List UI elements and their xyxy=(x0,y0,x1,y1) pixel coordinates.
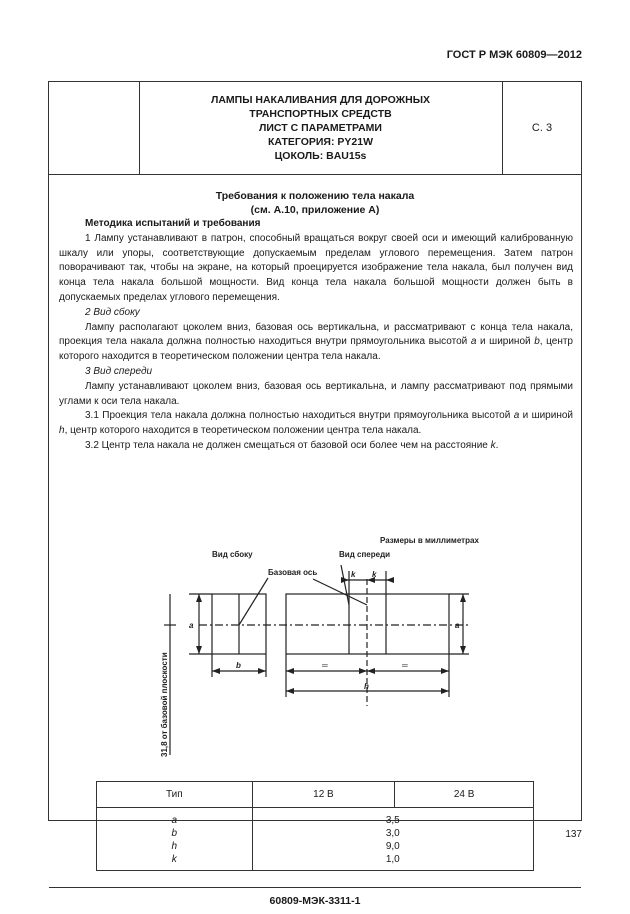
filament-position-diagram xyxy=(49,175,581,775)
symbol-h: h xyxy=(171,841,178,852)
title-line-1: ЛАМПЫ НАКАЛИВАНИЯ ДЛЯ ДОРОЖНЫХ xyxy=(210,94,431,106)
dims-note-label: Размеры в миллиметрах xyxy=(380,536,479,545)
page-ref-cell: С. 3 xyxy=(531,122,553,134)
dim-b-label: b xyxy=(236,661,241,670)
values-cell xyxy=(252,808,533,871)
front-view-heading: 3 Вид спереди xyxy=(85,365,153,377)
arrow-b-left xyxy=(212,668,220,674)
p31-part-a: 3.1 Проекция тела накала должна полностью находиться внутри прямоугольника высотой xyxy=(85,410,514,422)
arrow-a-left-bottom xyxy=(196,646,202,654)
col-type-header: Тип xyxy=(97,782,253,808)
base-axis-label: Базовая ось xyxy=(268,568,318,577)
p31-var-a: a xyxy=(513,410,520,422)
arrow-half-h-mid-right xyxy=(367,668,375,674)
p2-var-a: a xyxy=(470,336,477,348)
title-line-4: КАТЕГОРИЯ: PY21W xyxy=(268,136,373,148)
arrow-a-right-top xyxy=(460,594,466,602)
arrow-h-left xyxy=(286,688,294,694)
value-h: 9,0 xyxy=(385,841,400,852)
value-b: 3,0 xyxy=(385,828,400,839)
title-line-2: ТРАНСПОРТНЫХ СРЕДСТВ xyxy=(249,108,392,120)
value-k: 1,0 xyxy=(385,854,400,865)
title-line-5: ЦОКОЛЬ: BAU15s xyxy=(274,150,367,162)
title-line-3: ЛИСТ С ПАРАМЕТРАМИ xyxy=(259,122,382,134)
paragraph-3: Лампу устанавливают цоколем вниз, базовая ось вертикальна, и лампу рассматривают под прямыми углами к оси тела накала. xyxy=(59,380,573,407)
title-block xyxy=(49,82,581,175)
title-block-center-cell xyxy=(139,82,503,174)
p32-part-b: . xyxy=(495,439,499,451)
arrow-a-right-bottom xyxy=(460,646,466,654)
col-12v-header: 12 В xyxy=(252,782,395,808)
dim-h-label: h xyxy=(364,682,369,691)
method-title: Методика испытаний и требования xyxy=(85,218,261,229)
dim-a-left-label: a xyxy=(189,621,194,630)
dim-a-right-label: a xyxy=(455,621,460,630)
p32-part-a: 3.2 Центр тела накала не должен смещаться от базовой оси более чем на расстояние xyxy=(85,439,491,451)
requirements-title-line-1: Требования к положению тела накала xyxy=(215,190,415,202)
dim-k-left-label: k xyxy=(351,570,356,579)
parameters-table-body xyxy=(97,808,534,871)
p2-part-c: , центр которого находится в теоретическом положении центра тела накала. xyxy=(59,336,573,363)
p31-part-b: и шириной xyxy=(519,410,573,422)
side-view-heading: 2 Вид сбоку xyxy=(85,306,140,318)
symbols-cell xyxy=(97,808,253,871)
arrow-b-right xyxy=(258,668,266,674)
side-view-label: Вид сбоку xyxy=(212,550,253,559)
symbol-b: b xyxy=(171,828,178,839)
p2-part-b: и шириной xyxy=(476,336,535,348)
p31-part-c: , центр которого находится в теоретическом положении центра тела накала. xyxy=(64,425,422,437)
page-number: 137 xyxy=(565,829,582,840)
base-axis-leader xyxy=(313,579,367,605)
arrow-h-right xyxy=(441,688,449,694)
arrow-half-h-left xyxy=(286,668,294,674)
p2-var-b: b xyxy=(534,336,540,348)
document-code: ГОСТ Р МЭК 60809—2012 xyxy=(446,49,582,61)
requirements-title-line-2: (см. А.10, приложение А) xyxy=(250,204,380,216)
p31-var-h: h xyxy=(59,425,65,437)
col-24v-header: 24 В xyxy=(395,782,534,808)
symbol-k: k xyxy=(171,854,177,865)
half-h-right-label: ═ xyxy=(402,661,408,670)
p32-var-k: k xyxy=(490,439,496,451)
title-block-left-cell xyxy=(49,82,140,174)
half-h-left-label: ═ xyxy=(322,661,328,670)
arrow-half-h-mid-left xyxy=(359,668,367,674)
arrow-k-right xyxy=(386,577,394,583)
paragraph-1: 1 Лампу устанавливают в патрон, способный вращаться вокруг своей оси и имеющий калиброванную шкалу или упоры, соответствующие допускаемым пределам углового перемещения. Затем патрон поворачивают так, чтобы на экране, на который проецируется изображение тела накала, был получен вид конца тела накала большой мощности. Вид конца тела накала большой мощности должен быть в допускаемых пределах углового перемещения. xyxy=(59,232,573,303)
parameters-table xyxy=(96,781,534,871)
front-view-leader xyxy=(341,565,349,605)
arrow-a-left-top xyxy=(196,594,202,602)
parameters-table-header xyxy=(97,782,534,808)
p2-part-a: Лампу располагают цоколем вниз, базовая ось вертикальна, и рассматривают с конца тела накала, проекция тела накала должна полностью находиться внутри прямоугольника высотой xyxy=(59,321,573,348)
arrow-half-h-right xyxy=(441,668,449,674)
reference-plane-label: 31,8 от базовой плоскости xyxy=(160,652,169,757)
side-view-leader xyxy=(239,578,268,625)
sheet-footer-code: 60809-МЭК-3311-1 xyxy=(49,887,581,914)
symbol-a: a xyxy=(171,815,178,826)
front-view-label: Вид спереди xyxy=(339,550,391,559)
value-a: 3,5 xyxy=(385,815,400,826)
dim-k-right-label: k xyxy=(372,570,377,579)
